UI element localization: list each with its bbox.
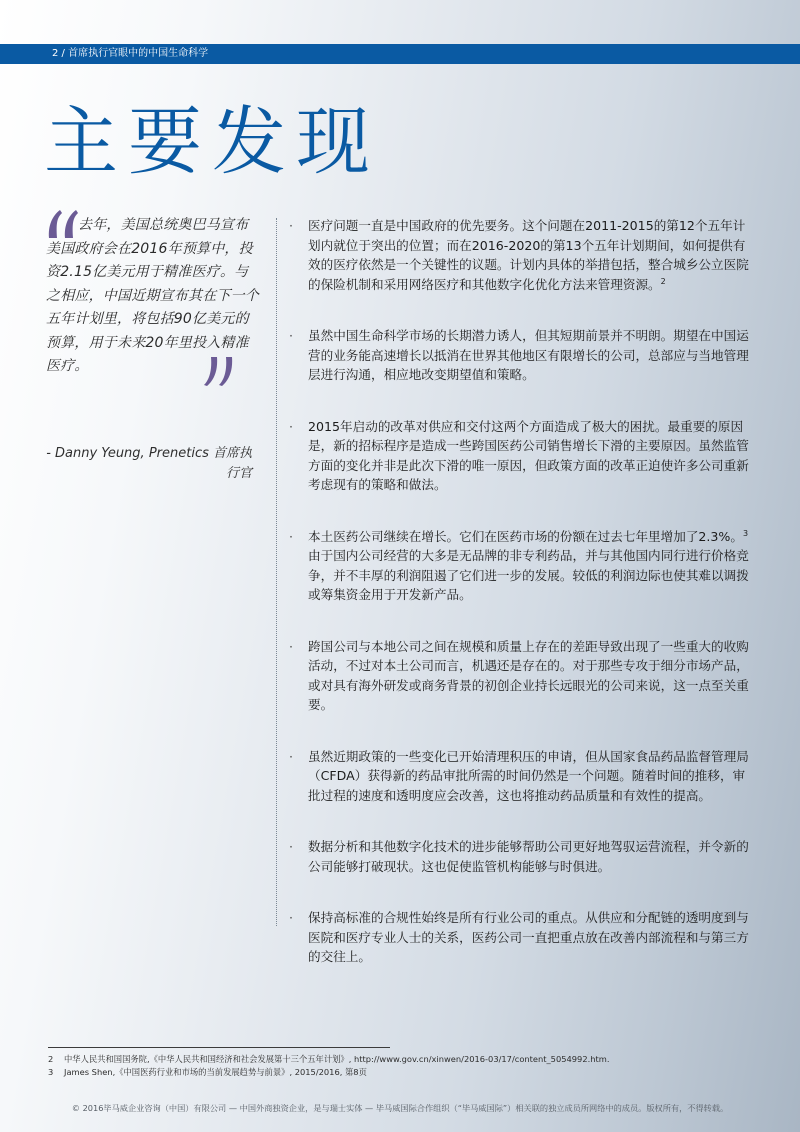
bullet: · [289, 839, 294, 854]
footnotes [48, 1053, 768, 1078]
finding-item [286, 837, 756, 876]
footnote-number: 2 [48, 1054, 54, 1064]
finding-text: 虽然近期政策的一些变化已开始清理积压的申请，但从国家食品药品监督管理局（CFDA）获得新的药品审批所需的时间仍然是一个问题。随着时间的推移，审批过程的速度和透明度应会改善，这也将推动药品质量和有效性的提高。 [308, 748, 749, 803]
finding-text: 2015年启动的改革对供应和交付这两个方面造成了极大的困扰。最重要的原因是，新的招标程序是造成一些跨国医药公司销售增长下滑的主要原因。虽然监管方面的变化并非是此次下滑的唯一原因，但政策方面的改革正迫使许多公司重新考虑现有的策略和做法。 [308, 418, 749, 492]
bullet: · [289, 218, 294, 233]
finding-item [286, 527, 756, 605]
header-bar [0, 44, 800, 64]
bullet: · [289, 528, 294, 544]
footnote-ref: 3 [743, 528, 749, 538]
close-quote-icon [200, 355, 236, 387]
page-title: 主要发现 [44, 99, 380, 185]
finding-item [286, 908, 756, 967]
finding-text: 虽然中国生命科学市场的长期潜力诱人，但其短期前景并不明朗。期望在中国运营的业务能高速增长以抵消在世界其他地区有限增长的公司，总部应与当地管理层进行沟通，相应地改变期望值和策略。 [308, 328, 749, 382]
finding-item [286, 326, 756, 385]
footnote-text: 中华人民共和国国务院,《中华人民共和国经济和社会发展第十三个五年计划》, http://www.gov.cn/xinwen/2016-03/17/content_5054992.htm. [64, 1054, 610, 1064]
copyright-notice: © 2016毕马威企业咨询（中国）有限公司 — 中国外商独资企业，是与瑞士实体 — 毕马威国际合作组织（“毕马威国际”）相关联的独立成员所网络中的成员。版权所有，不得转载。 [71, 1103, 729, 1113]
finding-item [286, 216, 756, 294]
key-findings-list [286, 216, 756, 967]
finding-item [286, 747, 756, 806]
footnote-number: 3 [48, 1066, 54, 1077]
column-divider [276, 218, 278, 926]
quote-text: 去年，美国总统奥巴马宣布美国政府会在2016年预算中，投资2.15亿美元用于精准医疗。与之相应，中国近期宣布其在下一个五年计划里，将包括90亿美元的预算，用于未来20年里投入精准医疗。 [46, 217, 259, 374]
bullet: · [289, 328, 294, 343]
bullet: · [289, 748, 294, 764]
finding-text: 跨国公司与本地公司之间在规模和质量上存在的差距导致出现了一些重大的收购活动，不过对本土公司而言，机遇还是存在的。对于那些专攻于细分市场产品，或对具有海外研发或商务背景的初创企业持长远眼光的公司来说，这一点至关重要。 [308, 638, 749, 712]
finding-item [286, 637, 756, 715]
footnote-text: James Shen,《中国医药行业和市场的当前发展趋势与前景》, 2015/2016, 第8页 [64, 1066, 367, 1077]
footnote-ref: 2 [660, 276, 666, 286]
open-quote-icon [46, 208, 82, 240]
footnote [48, 1066, 768, 1079]
finding-text: 医疗问题一直是中国政府的优先要务。这个问题在2011-2015的第12个五年计划内就位于突出的位置；而在2016-2020的第13个五年计划期间，如何提供有效的医疗依然是一个关键性的议题。计划内具体的举措包括，整合城乡公立医院的保险机制和采用网络医疗和其他数字化优化方法来管理资源。$^2$ [308, 218, 749, 292]
footnote-divider [48, 1047, 390, 1048]
bullet: · [289, 418, 294, 434]
bullet: · [289, 910, 294, 925]
finding-text: 数据分析和其他数字化技术的进步能够帮助公司更好地驾驭运营流程，并令新的公司能够打破现状。这也促使监管机构能够与时俱进。 [308, 839, 749, 874]
finding-item [286, 417, 756, 495]
breadcrumb: 2 / 首席执行官眼中的中国生命科学 [52, 48, 209, 59]
bullet: · [289, 638, 294, 654]
finding-text: 本土医药公司继续在增长。它们在医药市场的份额在过去七年里增加了2.3%。$^3$由于国内公司经营的大多是无品牌的非专利药品，并与其他国内同行进行价格竞争，并不丰厚的利润阻遏了它们进一步的发展。较低的利润边际也使其难以调拨或筹集资金用于开发新产品。 [308, 528, 749, 602]
pull-quote [46, 214, 262, 379]
quote-attribution: - Danny Yeung, Prenetics 首席执行官 [46, 446, 252, 481]
footnote [48, 1053, 768, 1066]
finding-text: 保持高标准的合规性始终是所有行业公司的重点。从供应和分配链的透明度到与医院和医疗专业人士的关系，医药公司一直把重点放在改善内部流程和与第三方的交往上。 [308, 910, 749, 964]
